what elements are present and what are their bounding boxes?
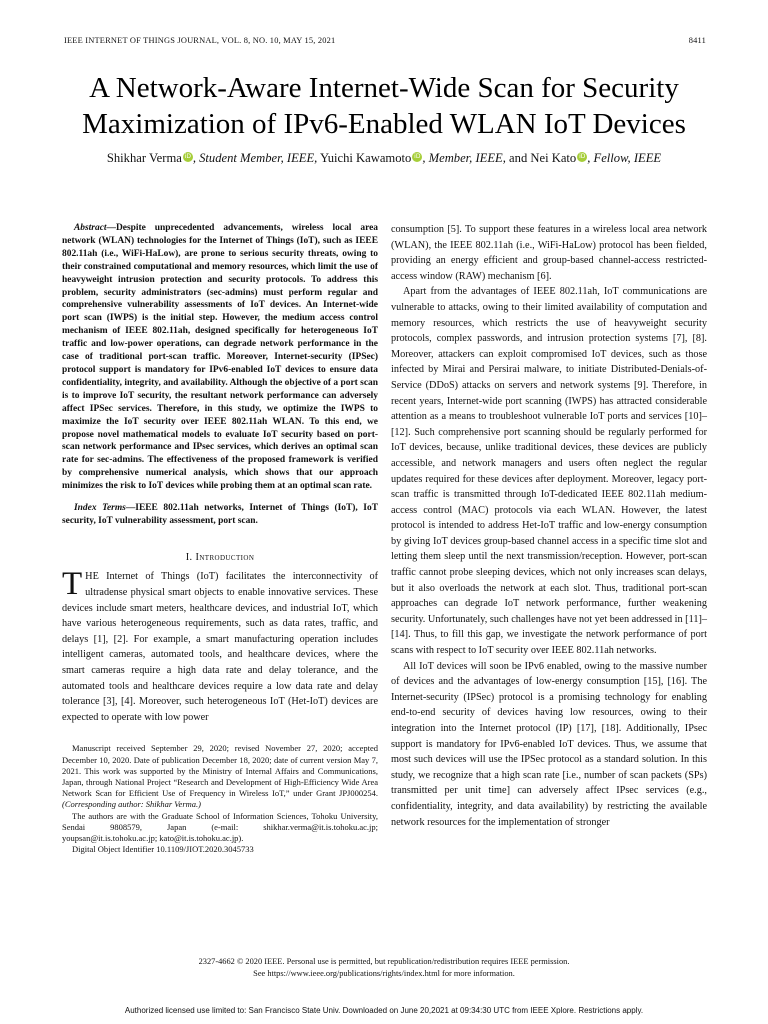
body-paragraph: All IoT devices will soon be IPv6 enabled, owing to the massive number of devices and the advantages of low-energy consumption [15], [16]. The Internet-security (IPSec) protocol is a promising technology for enabling end-to-end security of devices having low resources, owing to their integration into the Internet protocol (IP) [17], [18]. Additionally, IPsec support is mandatory for IPv6-enabled IoT devices. Thus, we assume that most such devices will use the IPSec protocol as a standard solution. In this study, we recognize that a high scan rate [i.e., number of scan packets (SPs) transmitted per unit time] can adversely affect IPsec services (e.g., confidentiality, integrity, and data availability) by restricting the available network resources for the implementation of stronger	[391, 660, 707, 828]
author-2-role: , Member, IEEE,	[422, 151, 506, 165]
index-terms-label: Index Terms	[74, 503, 126, 514]
affiliation-note: The authors are with the Graduate School of Information Sciences, Tohoku University, Sendai 9808579, Japan (e-mail: shikhar.verma@it.is.tohoku.ac.jp; youpsan@it.is.tohoku.ac.jp; kato@it.is.tohoku.ac.jp).	[62, 810, 378, 843]
abstract-label: Abstract	[74, 223, 107, 233]
orcid-icon[interactable]: iD	[414, 153, 421, 160]
title-line-2: Maximization of IPv6-Enabled WLAN IoT Devices	[82, 108, 686, 140]
journal-header: IEEE INTERNET OF THINGS JOURNAL, VOL. 8, NO. 10, MAY 15, 2021	[64, 36, 336, 45]
rights-link[interactable]: See https://www.ieee.org/publications/rights/index.html for more information.	[253, 968, 515, 978]
index-terms	[62, 502, 378, 528]
footnote	[62, 743, 378, 855]
paper-title	[30, 70, 738, 142]
running-header	[64, 36, 706, 48]
orcid-icon[interactable]: iD	[184, 153, 191, 160]
left-column	[62, 222, 378, 855]
manuscript-note-text: Manuscript received September 29, 2020; revised November 27, 2020; accepted December 10, 2020. Date of publication December 18, 2020; date of current version May 7, 2021. This work was supported by the Ministry of Internal Affairs and Communications, Japan, through National Project “Research and Development of High-Efficiency Wide Area Network Scan for Efficient Use of Frequency in Wireless IoT,” under Grant JPJ000254.	[62, 743, 378, 799]
title-line-1: A Network-Aware Internet-Wide Scan for Security	[89, 72, 679, 104]
section-heading: I. Introduction	[185, 551, 255, 563]
author-and: and	[505, 151, 528, 165]
author-3-role: , Fellow, IEEE	[587, 151, 662, 165]
index-terms-text: —IEEE 802.11ah networks, Internet of Things (IoT), IoT security, IoT vulnerability assessment, port scan.	[62, 503, 378, 526]
author-list	[20, 151, 748, 166]
orcid-icon[interactable]: iD	[579, 153, 586, 160]
intro-text: HE Internet of Things (IoT) facilitates the interconnectivity of ultradense physical smart objects to enable innovative services. These devices include smart meters, healthcare devices, and industrial IoT, which have various heterogeneous requirements, such as data rates, traffic, and delays [1], [2]. For example, a smart manufacturing operation includes intelligent cameras, automated tools, and healthcare devices, where the smart cameras require a high data rate and delay tolerance, and the automated tools and healthcare devices require a low data rate and delay tolerance [3], [4]. Moreover, such heterogeneous IoT (Het-IoT) devices are expected to operate with low power	[62, 571, 378, 723]
manuscript-note	[62, 743, 378, 810]
author-1-name: Shikhar Verma	[106, 151, 182, 165]
license-notice: Authorized licensed use limited to: San Francisco State Univ. Downloaded on June 20,2021 at 09:34:30 UTC from IEEE Xplore. Restrictions apply.	[124, 1006, 644, 1015]
doi-note: Digital Object Identifier 10.1109/JIOT.2020.3045733	[72, 844, 254, 855]
author-2-name: Yuichi Kawamoto	[317, 151, 412, 165]
copyright-line: 2327-4662 © 2020 IEEE. Personal use is permitted, but republication/redistribution requires IEEE permission.	[198, 957, 570, 966]
drop-cap: T	[62, 566, 83, 603]
abstract-text: —Despite unprecedented advancements, wireless local area network (WLAN) technologies for the Internet of Things (IoT), such as IEEE 802.11ah (i.e., WiFi-HaLow), are prone to serious security threats, owing to their constrained computational and memory resources, which limit the use of heavyweight intrusion protection and security protocols. To address this problem, security administrators (sec-admins) must perform regular and comprehensive vulnerability assessments of IoT devices. An Internet-wide port scan (IWPS) is the initial step. However, the medium access control mechanism of IEEE 802.11ah, designed specifically for heterogeneous IoT traffic and low-power operations, can degrade network performance in the case of traditional port-scan traffic. Moreover, Internet-security (IPSec) protocol support is mandatory for IPv6-enabled IoT devices to ensure data confidentiality, integrity, and availability. Although the objective of a port scan is to improve IoT security, the resultant network performance can adversely affect IPSec services. Therefore, in this study, we optimize the IWPS to maximize the IoT security over IEEE 802.11ah WLAN. To this end, we propose novel mathematical models to evaluate IoT security based on port-scan network performance and IPsec services, which derives an optimal scan rate for sec-admins. The effectiveness of the proposed framework is verified by comprehensive numerical analysis, which shows that our approach minimizes the risk to IoT devices while probing them at an optimal scan rate.	[62, 223, 378, 492]
author-3-name: Nei Kato	[527, 151, 577, 165]
abstract	[62, 222, 378, 493]
corresponding-author: (Corresponding author: Shikhar Verma.)	[62, 799, 201, 810]
page-number: 8411	[688, 36, 706, 45]
author-1-role: , Student Member, IEEE,	[192, 151, 318, 165]
intro-paragraph	[62, 566, 378, 725]
body-paragraph: Apart from the advantages of IEEE 802.11ah, IoT communications are vulnerable to attacks, owing to their limited availability of computation and memory resources, which restricts the use of heavyweight security protocols, complex passwords, and intrusion protection systems [7], [8]. Moreover, attackers can exploit compromised IoT devices, such as those infected by Mirai and Persirai malware, to initiate Distributed-Denials-of-Service (DDoS) attacks on servers and network systems [9]. Therefore, in recent years, Internet-wide port scanning (IWPS) has attracted considerable attention as a means to troubleshoot vulnerable IoT ports and services [10]–[12]. Such comprehensive port scanning should be regularly performed for IoT devices, because, unlike traditional devices, these devices are publicly accessible, and network managers and users often neglect the regular updates required for these devices after deployment. Moreover, legacy port-scan traffic is transmitted through IoT-dedicated IEEE 802.11ah medium-access control (MAC) protocols via each WLAN. However, the latest protocol is intended to address Het-IoT traffic and low-energy consumption by giving IoT devices group-based channel access in a specific time slot and letting them sleep until the next transmission/reception. However, port-scan traffic cannot probe sleeping devices, which not only increases scan delays, but it also overloads the network at each slot. Thus, traditional port-scan approaches can degrade IoT network performance, further weakening security. Unfortunately, such challenges have not yet been addressed in [11]–[14]. Thus, to fill this gap, we investigate the network performance of port scans with respect to IoT security over IEEE 802.11ah networks.	[391, 286, 707, 657]
copyright-footer	[20, 956, 748, 979]
right-column	[391, 222, 707, 830]
body-paragraph: consumption [5]. To support these features in a wireless local area network (WLAN), the IEEE 802.11ah (i.e., WiFi-HaLow) protocol has been fielded, providing an energy efficient and group-based channel-access restricted-access window (RAW) mechanism [6].	[391, 224, 707, 282]
